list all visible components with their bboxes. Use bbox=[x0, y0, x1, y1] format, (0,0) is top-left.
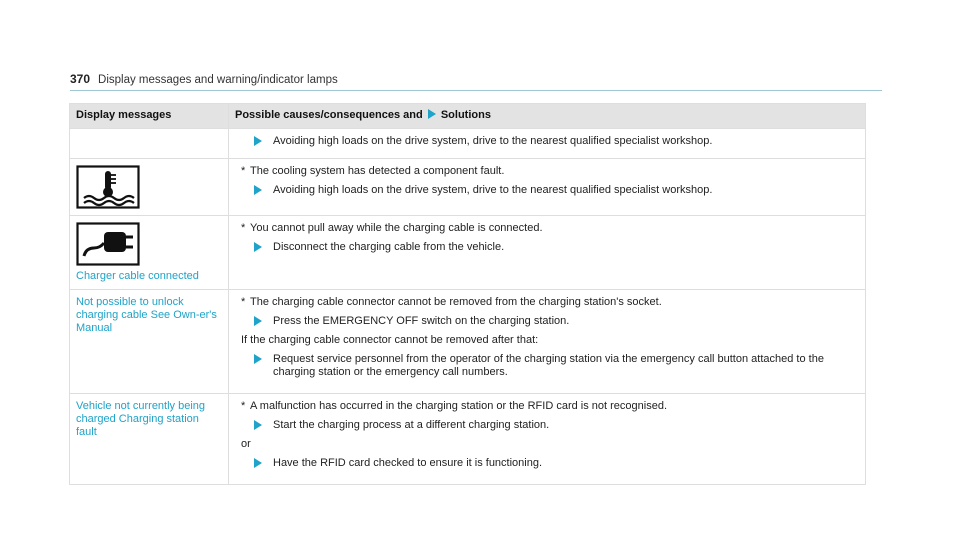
display-messages-table bbox=[69, 103, 866, 485]
note-text: or bbox=[241, 438, 251, 450]
cause-text: The cooling system has detected a component fault. bbox=[250, 165, 505, 177]
display-message-label: Vehicle not currently being charged Charging station fault bbox=[76, 400, 206, 438]
cause-text: The charging cable connector cannot be removed from the charging station's socket. bbox=[250, 296, 662, 308]
play-arrow-icon bbox=[254, 242, 262, 252]
display-cell bbox=[70, 159, 229, 216]
cause-line: * The cooling system has detected a component fault. bbox=[241, 165, 505, 177]
cause-line: * The charging cable connector cannot be removed from the charging station's socket. bbox=[241, 296, 662, 308]
solution-cell bbox=[229, 159, 866, 216]
solution-cell bbox=[229, 394, 866, 485]
table-row bbox=[70, 159, 866, 216]
cause-text: You cannot pull away while the charging cable is connected. bbox=[250, 222, 543, 234]
charging-plug-icon bbox=[76, 222, 140, 266]
solution-cell bbox=[229, 290, 866, 394]
solution-step-text: Avoiding high loads on the drive system, drive to the nearest qualified specialist workshop. bbox=[273, 135, 713, 147]
page-number: 370 bbox=[70, 72, 91, 86]
solution-step bbox=[241, 315, 859, 328]
play-arrow-icon bbox=[254, 185, 262, 195]
solution-step-text: Disconnect the charging cable from the vehicle. bbox=[273, 241, 505, 253]
display-message-label: Not possible to unlock charging cable See Own-er's Manual bbox=[76, 296, 217, 334]
display-message-label: Charger cable connected bbox=[76, 270, 199, 282]
display-cell bbox=[70, 394, 229, 485]
solution-step bbox=[241, 353, 859, 379]
play-arrow-icon bbox=[254, 136, 262, 146]
solution-step bbox=[241, 457, 859, 470]
solution-step-text: Have the RFID card checked to ensure it is functioning. bbox=[273, 457, 543, 469]
play-arrow-icon bbox=[254, 316, 262, 326]
cause-text: A malfunction has occurred in the charging station or the RFID card is not recognised. bbox=[250, 400, 667, 412]
col-header-causes-text: Possible causes/consequences and bbox=[235, 109, 423, 121]
solution-step-text: Avoiding high loads on the drive system, drive to the nearest qualified specialist workshop. bbox=[273, 184, 713, 196]
cause-line: * You cannot pull away while the charging cable is connected. bbox=[241, 222, 543, 234]
col-header-display-messages: Display messages bbox=[70, 104, 229, 129]
coolant-temperature-icon bbox=[76, 165, 140, 209]
page-header bbox=[70, 72, 338, 86]
play-arrow-icon bbox=[254, 420, 262, 430]
display-cell bbox=[70, 129, 229, 159]
cause-line: * A malfunction has occurred in the charging station or the RFID card is not recognised. bbox=[241, 400, 667, 412]
col-header-causes bbox=[229, 104, 866, 129]
display-cell bbox=[70, 216, 229, 290]
col-header-solutions: Solutions bbox=[440, 109, 491, 121]
solution-step-text: Press the EMERGENCY OFF switch on the charging station. bbox=[273, 315, 570, 327]
play-arrow-icon bbox=[428, 109, 436, 119]
display-cell bbox=[70, 290, 229, 394]
solution-step-text: Start the charging process at a different charging station. bbox=[273, 419, 550, 431]
table-row bbox=[70, 216, 866, 290]
table-row bbox=[70, 394, 866, 485]
table-header-row bbox=[70, 104, 866, 129]
table-row bbox=[70, 290, 866, 394]
solution-cell bbox=[229, 129, 866, 159]
note-text: If the charging cable connector cannot be removed after that: bbox=[241, 334, 539, 346]
play-arrow-icon bbox=[254, 458, 262, 468]
page-title: Display messages and warning/indicator lamps bbox=[98, 74, 338, 86]
table-row bbox=[70, 129, 866, 159]
solution-step bbox=[241, 135, 859, 148]
solution-step bbox=[241, 419, 859, 432]
solution-step-text: Request service personnel from the operator of the charging station via the emergency call button attached to the charging station or the emergency call numbers. bbox=[273, 353, 824, 378]
header-divider bbox=[70, 90, 882, 91]
solution-step bbox=[241, 241, 859, 254]
play-arrow-icon bbox=[254, 354, 262, 364]
solution-step bbox=[241, 184, 859, 197]
solution-cell bbox=[229, 216, 866, 290]
